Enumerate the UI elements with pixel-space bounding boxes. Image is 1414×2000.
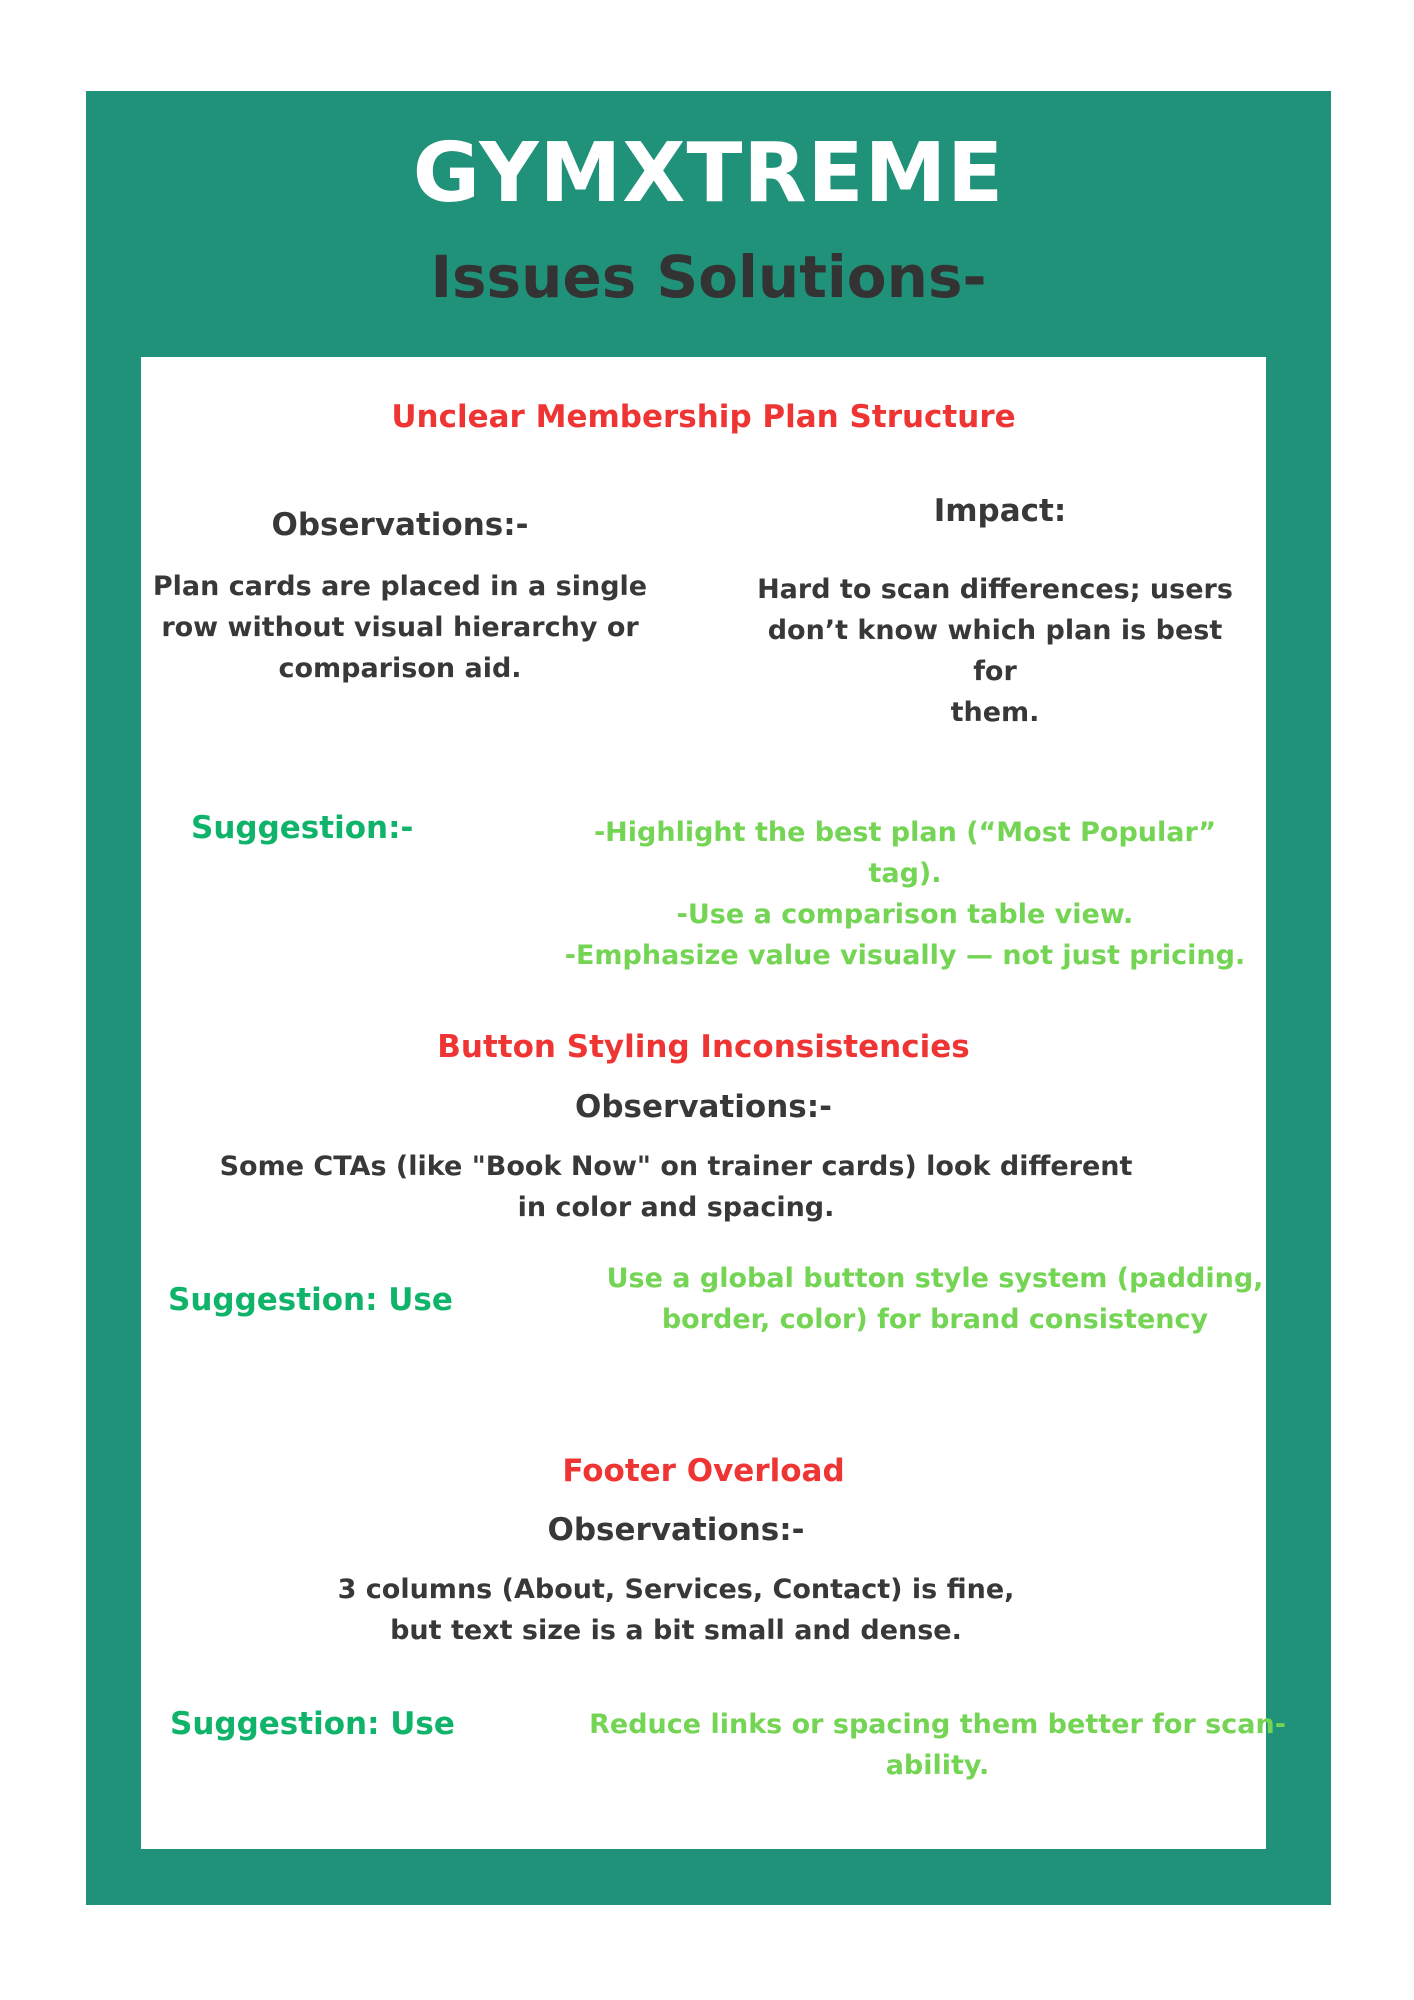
observations-text-membership: Plan cards are placed in a single row without visual hierarchy or comparison aid. [152, 571, 648, 684]
issue-title-membership: Unclear Membership Plan Structure [391, 399, 1016, 435]
observations-heading-membership: Observations:- [271, 507, 529, 543]
impact-heading-membership: Impact: [933, 493, 1067, 529]
suggestion-text-footer: Reduce links or spacing them better for scan- ability. [589, 1709, 1286, 1781]
suggestion-label-footer: Suggestion: Use [170, 1706, 455, 1742]
observations-text-footer: 3 columns (About, Services, Contact) is fine, but text size is a bit small and dense. [337, 1574, 1015, 1646]
brand-title: GYMXTREME [412, 126, 1005, 221]
issue-title-footer: Footer Overload [562, 1453, 845, 1489]
observations-heading-buttons: Observations:- [575, 1089, 832, 1125]
page-subtitle: Issues Solutions- [430, 243, 987, 311]
issue-title-buttons: Button Styling Inconsistencies [437, 1029, 970, 1065]
suggestion-label-buttons: Suggestion: Use [168, 1282, 453, 1318]
impact-text-membership: Hard to scan differences; users don’t know which plan is best for them. [757, 574, 1233, 728]
suggestion-text-membership: -Highlight the best plan (“Most Popular” tag). -Use a comparison table view. -Emphasize value visually — not just pricing. [564, 817, 1246, 971]
observations-heading-footer: Observations:- [547, 1512, 805, 1548]
observations-text-buttons: Some CTAs (like "Book Now" on trainer cards) look different in color and spacing. [219, 1151, 1133, 1223]
suggestion-text-buttons: Use a global button style system (padding, border, color) for brand consistency [606, 1263, 1264, 1335]
suggestion-label-membership: Suggestion:- [191, 810, 414, 846]
